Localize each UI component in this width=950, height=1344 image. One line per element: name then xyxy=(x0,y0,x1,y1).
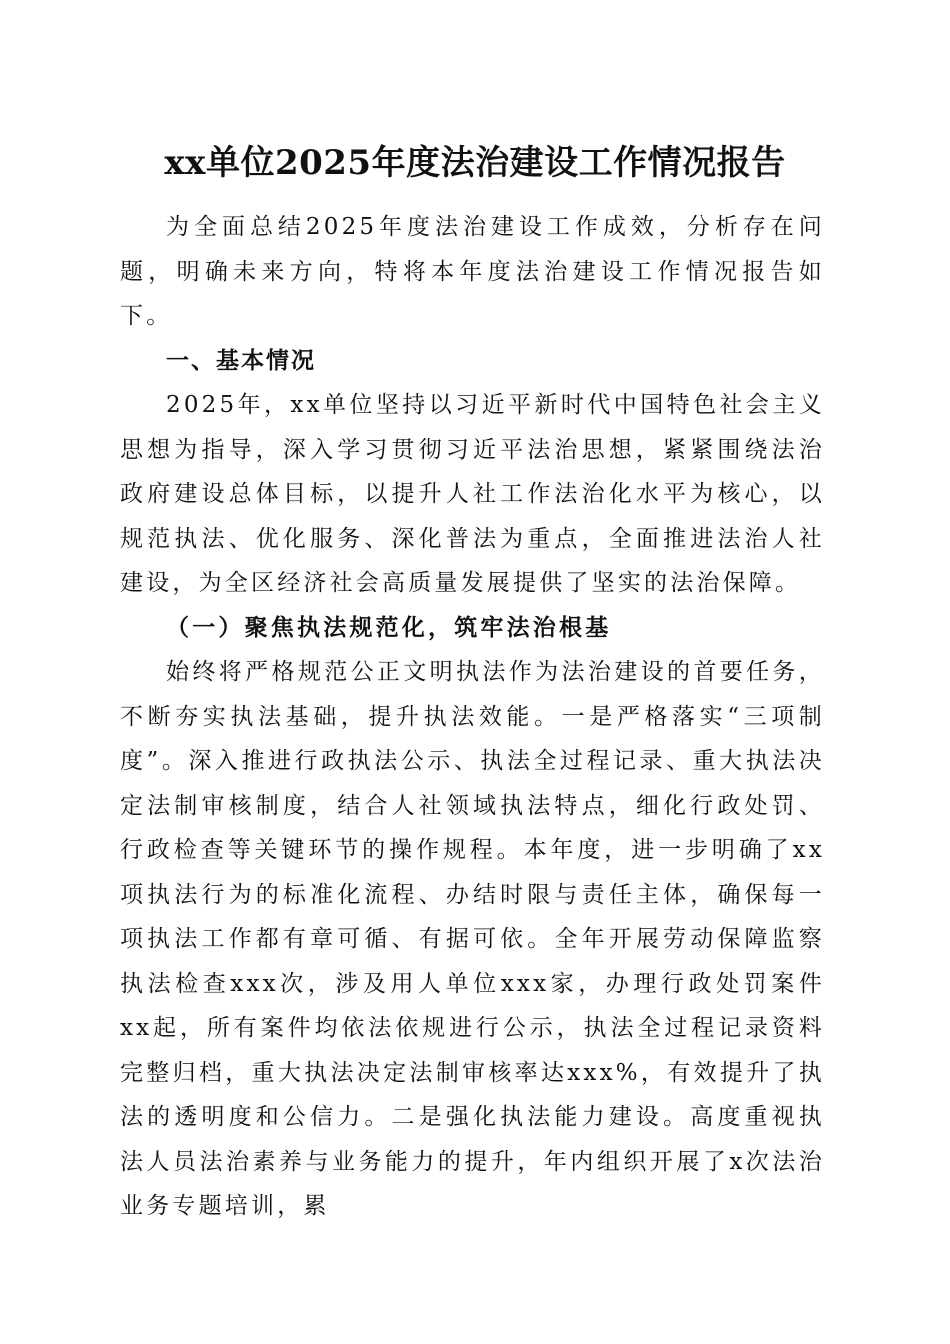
subsection-heading-law-enforcement: （一）聚焦执法规范化，筑牢法治根基 xyxy=(166,613,612,641)
document-body xyxy=(120,205,825,1229)
intro-paragraph: 为全面总结2025年度法治建设工作成效，分析存在问题，明确未来方向，特将本年度法治建设工作情况报告如下。 xyxy=(120,214,825,329)
document-title: xx单位2025年度法治建设工作情况报告 xyxy=(164,143,786,183)
section-heading-basic-situation: 一、基本情况 xyxy=(166,347,316,374)
section-paragraph-basic-situation: 2025年，xx单位坚持以习近平新时代中国特色社会主义思想为指导，深入学习贯彻习近平法治思想，紧紧围绕法治政府建设总体目标，以提升人社工作法治化水平为核心，以规范执法、优化服务、深化普法为重点，全面推进法治人社建设，为全区经济社会高质量发展提供了坚实的法治保障。 xyxy=(120,392,825,596)
subsection-paragraph-law-enforcement: 始终将严格规范公正文明执法作为法治建设的首要任务，不断夯实执法基础，提升执法效能。一是严格落实“三项制度”。深入推进行政执法公示、执法全过程记录、重大执法决定法制审核制度，结合人社领域执法特点，细化行政处罚、行政检查等关键环节的操作规程。本年度，进一步明确了xx项执法行为的标准化流程、办结时限与责任主体，确保每一项执法工作都有章可循、有据可依。全年开展劳动保障监察执法检查xxx次，涉及用人单位xxx家，办理行政处罚案件xx起，所有案件均依法依规进行公示，执法全过程记录资料完整归档，重大执法决定法制审核率达xxx%，有效提升了执法的透明度和公信力。二是强化执法能力建设。高度重视执法人员法治素养与业务能力的提升，年内组织开展了x次法治业务专题培训，累 xyxy=(120,659,825,1219)
